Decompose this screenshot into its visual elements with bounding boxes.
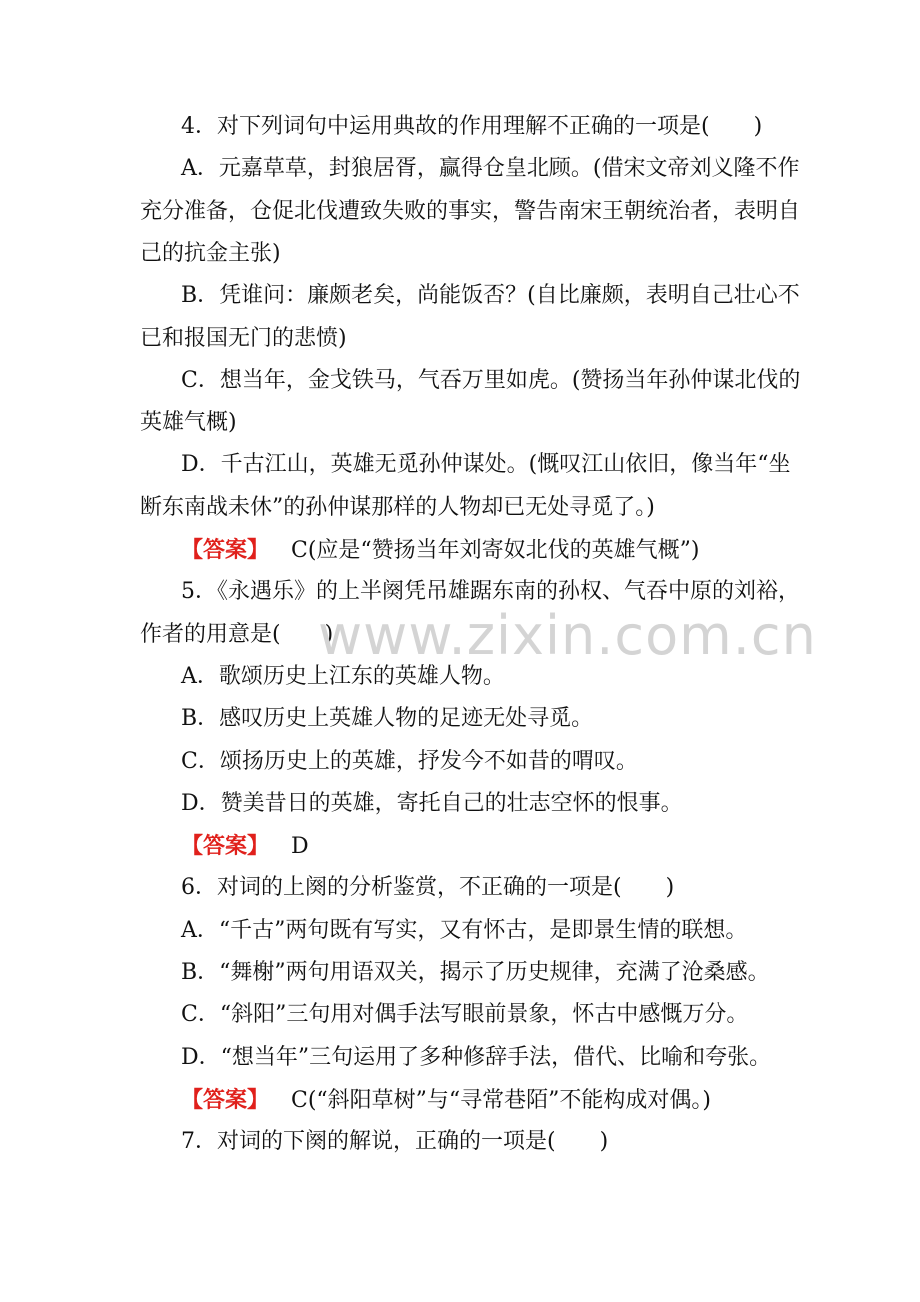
option-line: B．感叹历史上英雄人物的足迹无处寻觅。: [181, 706, 594, 732]
answer-text: D: [291, 834, 309, 860]
option-line: B．“舞榭”两句用语双关，揭示了历史规律，充满了沧桑感。: [181, 960, 770, 985]
option-line: D．“想当年”三句运用了多种修辞手法，借代、比喻和夸张。: [181, 1044, 772, 1070]
question-stem: 5．《永遇乐》的上半阕凭吊雄踞东南的孙权、气吞中原的刘裕，: [181, 579, 800, 605]
question-stem: 4．对下列词句中运用典故的作用理解不正确的一项是( ): [181, 114, 763, 139]
watermark: www.zixin.com.cn: [318, 604, 817, 667]
option-line: 断东南战未休”的孙仲谋那样的人物却已无处寻觅了。): [140, 494, 655, 520]
option-line: D．千古江山，英雄无觅孙仲谋处。(慨叹江山依旧，像当年“坐: [181, 452, 791, 478]
answer-tag: 【答案】: [181, 1086, 270, 1113]
option-line: A．元嘉草草，封狼居胥，赢得仓皇北顾。(借宋文帝刘义隆不作: [181, 156, 800, 182]
answer-tag: 【答案】: [181, 833, 270, 860]
answer-line: [181, 537, 700, 564]
option-line: B．凭谁问：廉颇老矣，尚能饭否？(自比廉颇，表明自己壮心不: [181, 283, 800, 309]
option-line: D．赞美昔日的英雄，寄托自己的壮志空怀的恨事。: [181, 790, 683, 816]
option-line: C．想当年，金戈铁马，气吞万里如虎。(赞扬当年孙仲谋北伐的: [181, 367, 801, 393]
question-stem: 6．对词的上阕的分析鉴赏，不正确的一项是( ): [181, 875, 675, 901]
option-line: 已和报国无门的悲愤): [140, 325, 347, 351]
option-line: 己的抗金主张): [140, 240, 281, 266]
answer-line: [181, 833, 309, 860]
answer-text: C(应是“赞扬当年刘寄奴北伐的英雄气概”): [291, 538, 700, 563]
question-stem: 7．对词的下阕的解说，正确的一项是( ): [181, 1129, 609, 1155]
answer-text: C(“斜阳草树”与“寻常巷陌”不能构成对偶。): [291, 1087, 712, 1113]
option-line: C．“斜阳”三句用对偶手法写眼前景象，怀古中感慨万分。: [181, 1002, 749, 1028]
question-stem: 作者的用意是( ): [140, 621, 334, 647]
option-line: C．颂扬历史上的英雄，抒发今不如昔的喟叹。: [181, 748, 638, 774]
answer-tag: 【答案】: [181, 537, 270, 563]
option-line: A．“千古”两句既有写实，又有怀古，是即景生情的联想。: [181, 917, 748, 943]
option-line: 英雄气概): [140, 410, 237, 436]
option-line: A．歌颂历史上江东的英雄人物。: [181, 663, 505, 689]
option-line: 充分准备，仓促北伐遭致失败的事实，警告南宋王朝统治者，表明自: [140, 198, 801, 224]
answer-line: [181, 1087, 711, 1114]
